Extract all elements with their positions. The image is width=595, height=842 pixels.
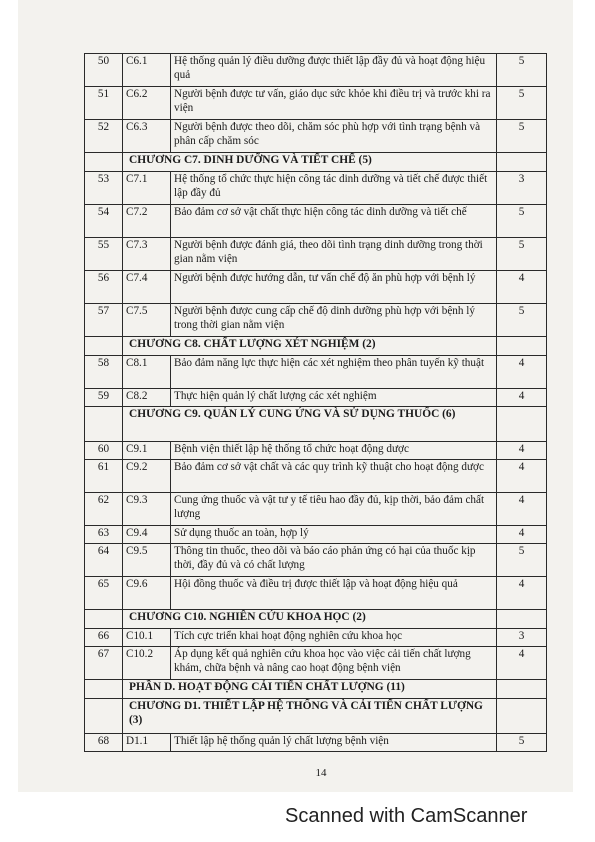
chapter-row [85, 680, 547, 699]
table-row [85, 54, 547, 87]
criterion-text: Người bệnh được cung cấp chế độ dinh dưỡng phù hợp với bệnh lý trong thời gian nằm viện [171, 304, 497, 337]
criterion-score: 5 [497, 120, 547, 153]
table-row [85, 460, 547, 493]
table-row [85, 172, 547, 205]
chapter-score-cell [497, 610, 547, 629]
criterion-code: C8.2 [123, 389, 171, 407]
criterion-code: C10.2 [123, 647, 171, 680]
chapter-title: CHƯƠNG C10. NGHIÊN CỨU KHOA HỌC (2) [123, 610, 497, 629]
chapter-title: CHƯƠNG C7. DINH DƯỠNG VÀ TIẾT CHẾ (5) [123, 153, 497, 172]
table-row [85, 120, 547, 153]
row-number: 66 [85, 629, 123, 647]
criterion-score: 4 [497, 271, 547, 304]
criterion-code: C9.4 [123, 526, 171, 544]
chapter-score-cell [497, 337, 547, 356]
criterion-code: C8.1 [123, 356, 171, 389]
chapter-score-cell [497, 153, 547, 172]
criterion-code: C6.3 [123, 120, 171, 153]
chapter-spacer-cell [85, 337, 123, 356]
chapter-title: CHƯƠNG C9. QUẢN LÝ CUNG ỨNG VÀ SỬ DỤNG THUỐC (6) [123, 407, 497, 442]
table-row [85, 238, 547, 271]
chapter-title: CHƯƠNG D1. THIẾT LẬP HỆ THỐNG VÀ CẢI TIẾN CHẤT LƯỢNG (3) [123, 699, 497, 734]
criterion-score: 3 [497, 629, 547, 647]
chapter-row [85, 699, 547, 734]
table-row [85, 271, 547, 304]
chapter-spacer-cell [85, 699, 123, 734]
criterion-text: Cung ứng thuốc và vật tư y tế tiêu hao đầy đủ, kịp thời, bảo đảm chất lượng [171, 493, 497, 526]
table-row [85, 734, 547, 752]
chapter-row [85, 337, 547, 356]
row-number: 50 [85, 54, 123, 87]
criterion-code: C9.3 [123, 493, 171, 526]
criterion-code: C6.1 [123, 54, 171, 87]
criterion-score: 4 [497, 442, 547, 460]
row-number: 61 [85, 460, 123, 493]
criterion-score: 4 [497, 389, 547, 407]
criterion-text: Hệ thống tổ chức thực hiện công tác dinh dưỡng và tiết chế được thiết lập đầy đủ [171, 172, 497, 205]
chapter-spacer-cell [85, 153, 123, 172]
criterion-text: Thông tin thuốc, theo dõi và báo cáo phản ứng có hại của thuốc kịp thời, đầy đủ và có chất lượng [171, 544, 497, 577]
chapter-spacer-cell [85, 610, 123, 629]
row-number: 62 [85, 493, 123, 526]
criterion-score: 5 [497, 87, 547, 120]
criterion-text: Hệ thống quản lý điều dưỡng được thiết lập đầy đủ và hoạt động hiệu quả [171, 54, 497, 87]
chapter-score-cell [497, 407, 547, 442]
row-number: 67 [85, 647, 123, 680]
criterion-score: 5 [497, 544, 547, 577]
criterion-text: Bảo đảm cơ sở vật chất và các quy trình kỹ thuật cho hoạt động dược [171, 460, 497, 493]
criterion-code: C7.2 [123, 205, 171, 238]
chapter-score-cell [497, 699, 547, 734]
row-number: 65 [85, 577, 123, 610]
row-number: 58 [85, 356, 123, 389]
criterion-score: 4 [497, 647, 547, 680]
table-row [85, 526, 547, 544]
table-row [85, 304, 547, 337]
criterion-code: C7.1 [123, 172, 171, 205]
criterion-code: C9.2 [123, 460, 171, 493]
chapter-row [85, 153, 547, 172]
criterion-score: 5 [497, 238, 547, 271]
chapter-title: PHẦN D. HOẠT ĐỘNG CẢI TIẾN CHẤT LƯỢNG (11) [123, 680, 497, 699]
table-row [85, 356, 547, 389]
row-number: 55 [85, 238, 123, 271]
criterion-score: 4 [497, 356, 547, 389]
criterion-text: Bệnh viện thiết lập hệ thống tổ chức hoạt động dược [171, 442, 497, 460]
table-row [85, 442, 547, 460]
criterion-code: C7.4 [123, 271, 171, 304]
row-number: 51 [85, 87, 123, 120]
row-number: 63 [85, 526, 123, 544]
criterion-score: 4 [497, 577, 547, 610]
criterion-text: Người bệnh được theo dõi, chăm sóc phù hợp với tình trạng bệnh và phân cấp chăm sóc [171, 120, 497, 153]
criterion-code: C10.1 [123, 629, 171, 647]
criterion-score: 4 [497, 460, 547, 493]
chapter-row [85, 610, 547, 629]
row-number: 60 [85, 442, 123, 460]
criterion-code: C9.6 [123, 577, 171, 610]
table-row [85, 544, 547, 577]
criterion-code: C6.2 [123, 87, 171, 120]
table-row [85, 577, 547, 610]
scanned-page [18, 0, 573, 792]
chapter-row [85, 407, 547, 442]
criterion-score: 4 [497, 493, 547, 526]
row-number: 54 [85, 205, 123, 238]
criterion-text: Bảo đảm cơ sở vật chất thực hiện công tác dinh dưỡng và tiết chế [171, 205, 497, 238]
criterion-score: 5 [497, 304, 547, 337]
chapter-spacer-cell [85, 680, 123, 699]
criterion-code: C7.3 [123, 238, 171, 271]
criterion-score: 5 [497, 734, 547, 752]
criterion-score: 3 [497, 172, 547, 205]
row-number: 52 [85, 120, 123, 153]
row-number: 56 [85, 271, 123, 304]
criterion-text: Bảo đảm năng lực thực hiện các xét nghiệm theo phân tuyến kỹ thuật [171, 356, 497, 389]
criterion-code: C7.5 [123, 304, 171, 337]
criterion-text: Người bệnh được đánh giá, theo dõi tình trạng dinh dưỡng trong thời gian nằm viện [171, 238, 497, 271]
row-number: 53 [85, 172, 123, 205]
criterion-text: Thực hiện quản lý chất lượng các xét nghiệm [171, 389, 497, 407]
criterion-text: Người bệnh được hướng dẫn, tư vấn chế độ ăn phù hợp với bệnh lý [171, 271, 497, 304]
row-number: 68 [85, 734, 123, 752]
chapter-score-cell [497, 680, 547, 699]
row-number: 59 [85, 389, 123, 407]
chapter-spacer-cell [85, 407, 123, 442]
criterion-text: Áp dụng kết quả nghiên cứu khoa học vào việc cải tiến chất lượng khám, chữa bệnh và nâng cao hoạt động bệnh viện [171, 647, 497, 680]
row-number: 57 [85, 304, 123, 337]
page-number: 14 [315, 767, 327, 779]
chapter-title: CHƯƠNG C8. CHẤT LƯỢNG XÉT NGHIỆM (2) [123, 337, 497, 356]
row-number: 64 [85, 544, 123, 577]
criterion-score: 4 [497, 526, 547, 544]
table-row [85, 389, 547, 407]
criterion-score: 5 [497, 54, 547, 87]
criterion-code: D1.1 [123, 734, 171, 752]
criteria-table [84, 53, 547, 752]
criterion-text: Hội đồng thuốc và điều trị được thiết lập và hoạt động hiệu quả [171, 577, 497, 610]
criterion-text: Thiết lập hệ thống quản lý chất lượng bệnh viện [171, 734, 497, 752]
criterion-score: 5 [497, 205, 547, 238]
criterion-text: Tích cực triển khai hoạt động nghiên cứu khoa học [171, 629, 497, 647]
criterion-code: C9.5 [123, 544, 171, 577]
criterion-code: C9.1 [123, 442, 171, 460]
criterion-text: Người bệnh được tư vấn, giáo dục sức khỏe khi điều trị và trước khi ra viện [171, 87, 497, 120]
table-row [85, 629, 547, 647]
table-row [85, 493, 547, 526]
table-row [85, 205, 547, 238]
criterion-text: Sử dụng thuốc an toàn, hợp lý [171, 526, 497, 544]
table-row [85, 87, 547, 120]
camscanner-watermark: Scanned with CamScanner [285, 805, 528, 827]
criteria-table-body [85, 54, 547, 752]
table-row [85, 647, 547, 680]
